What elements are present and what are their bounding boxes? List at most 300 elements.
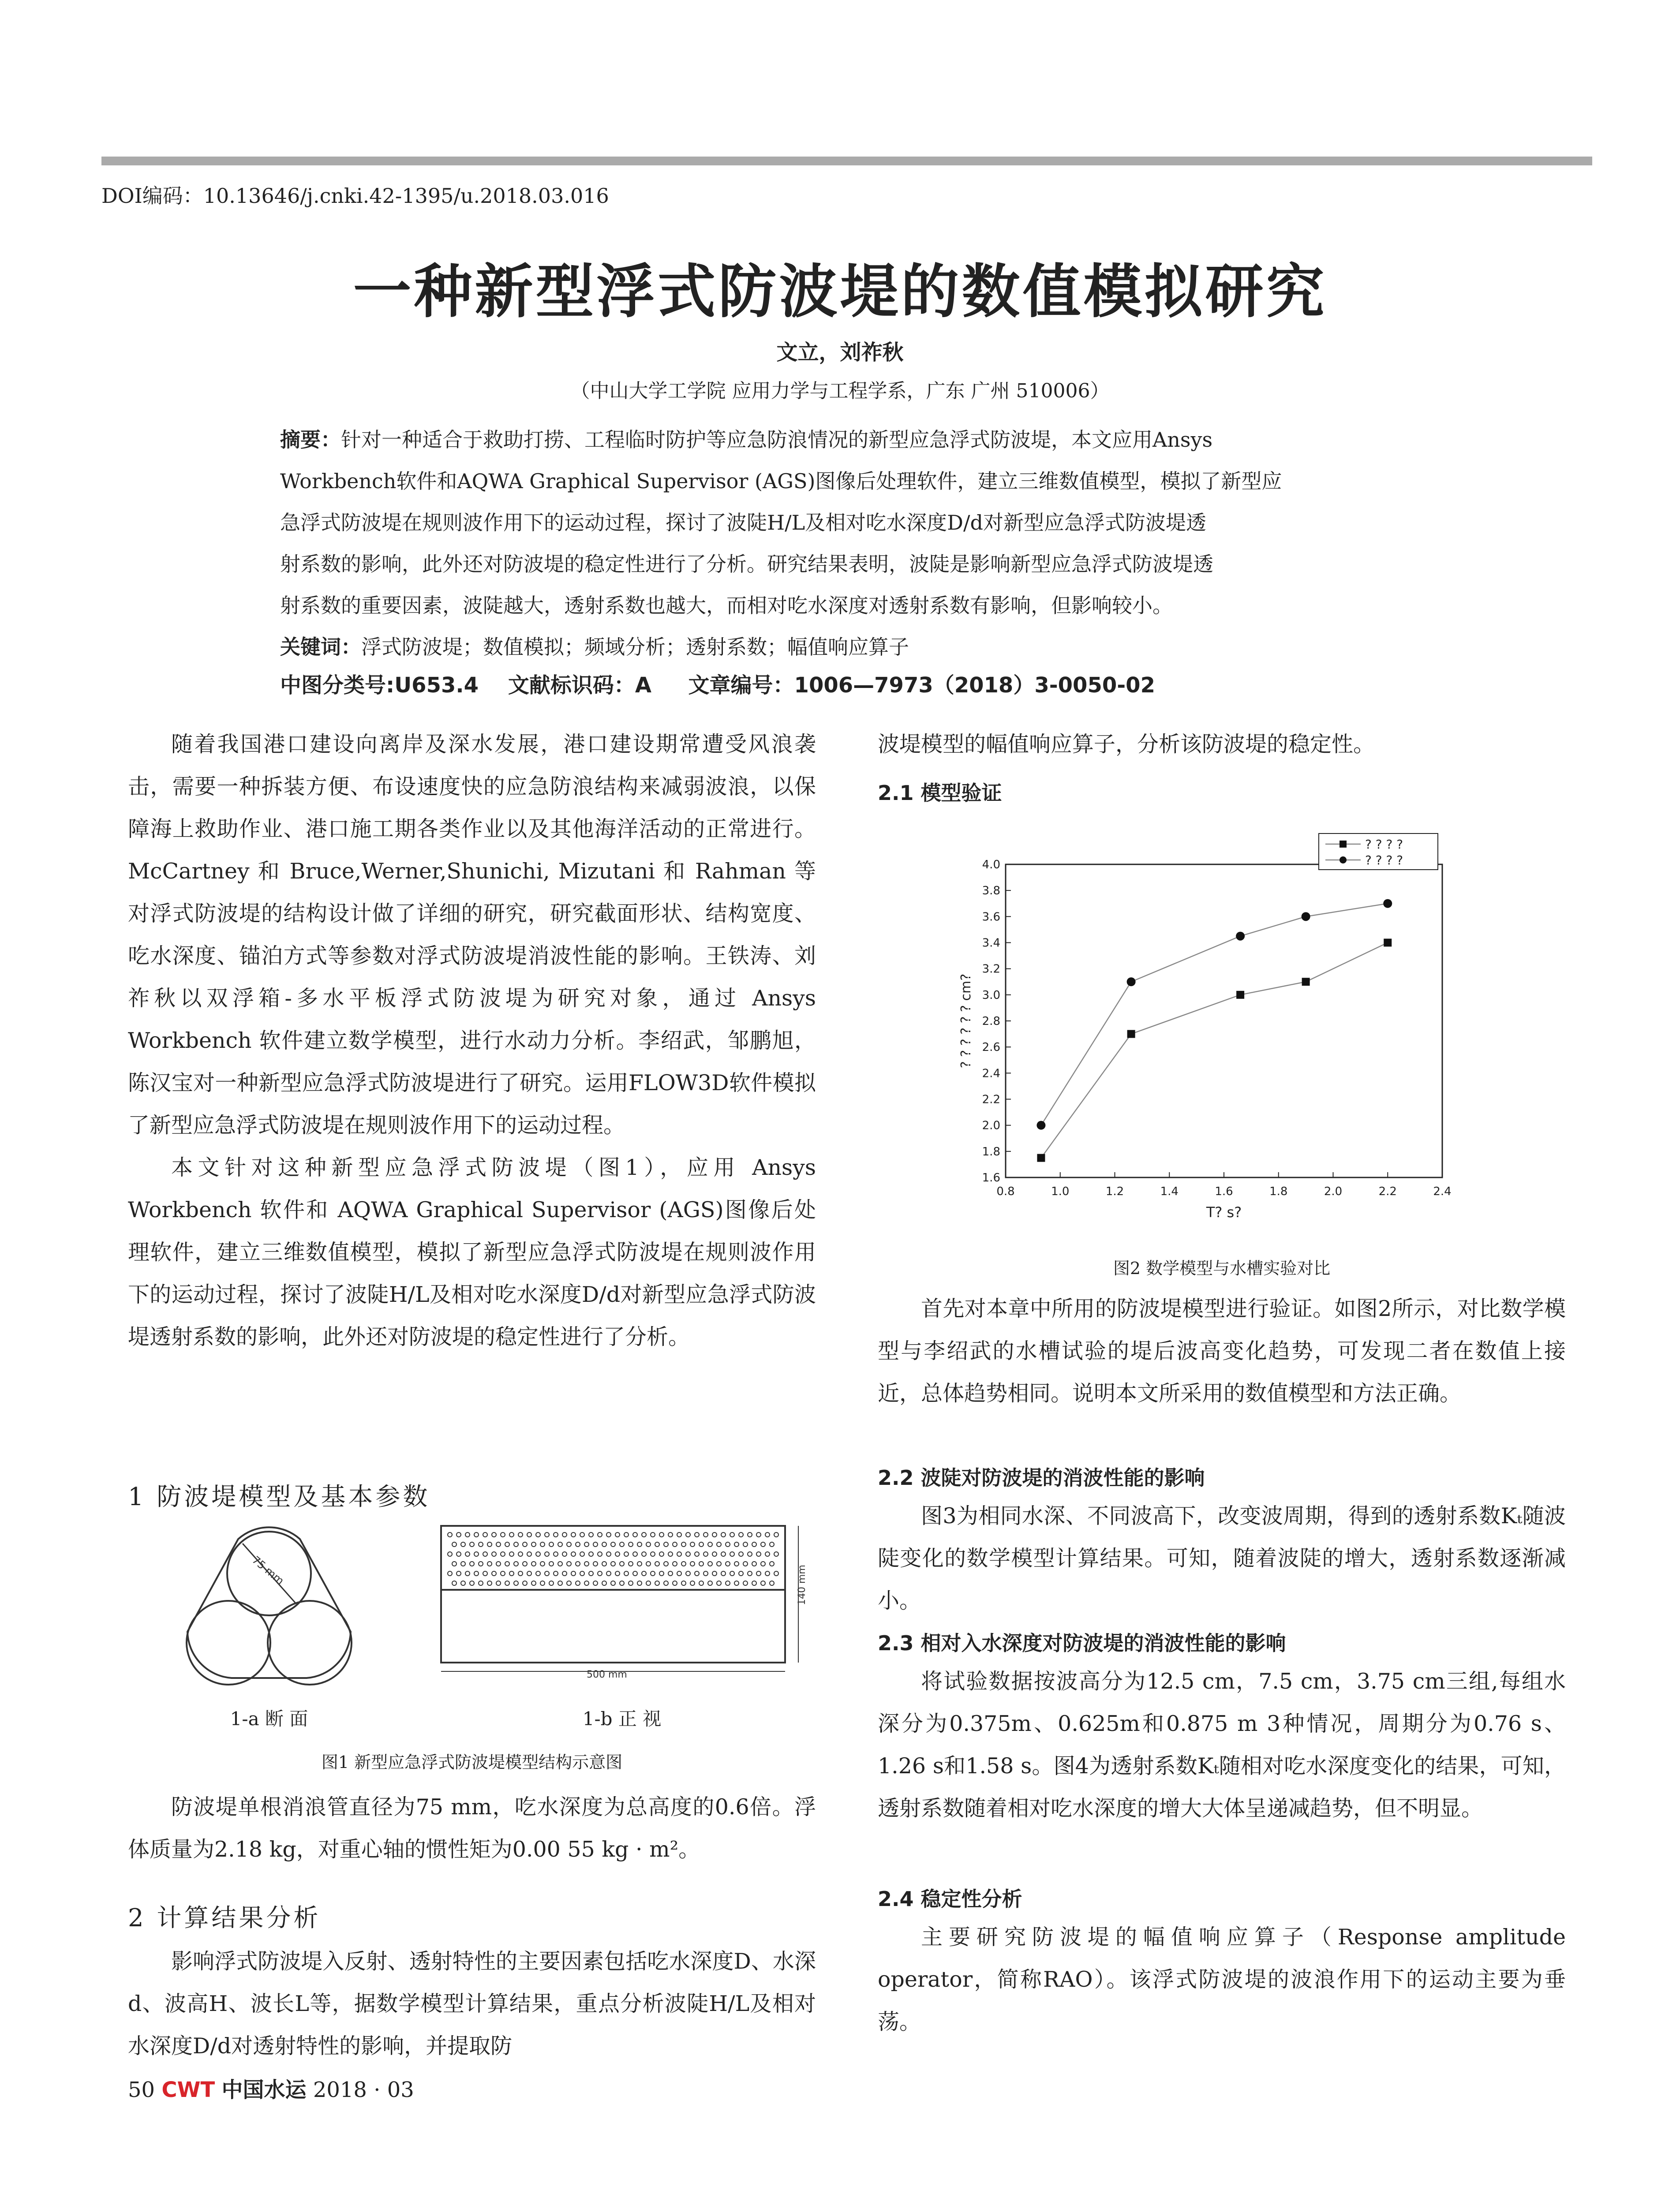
hole: [598, 1571, 602, 1576]
hole: [620, 1562, 624, 1566]
hole: [523, 1542, 527, 1547]
legend-label: ? ? ? ?: [1365, 837, 1403, 852]
hole: [651, 1571, 655, 1576]
hole: [602, 1562, 606, 1566]
hole: [726, 1562, 730, 1566]
hole: [496, 1581, 501, 1585]
hole: [726, 1542, 730, 1547]
hole: [536, 1571, 540, 1576]
hole: [659, 1532, 664, 1537]
hole: [549, 1542, 554, 1547]
hole: [562, 1571, 567, 1576]
hole: [673, 1542, 677, 1547]
hole: [730, 1532, 734, 1537]
series-line-2: [1041, 904, 1388, 1125]
hole: [509, 1571, 514, 1576]
x-tick-label: 1.0: [1051, 1185, 1070, 1198]
hole: [655, 1581, 659, 1585]
hole: [642, 1552, 646, 1556]
hole: [695, 1532, 699, 1537]
hole: [558, 1542, 562, 1547]
hole: [748, 1571, 752, 1576]
hole: [743, 1542, 748, 1547]
hole: [629, 1542, 633, 1547]
x-tick-label: 1.4: [1160, 1185, 1179, 1198]
hole: [576, 1542, 580, 1547]
hole: [470, 1542, 474, 1547]
hole: [651, 1552, 655, 1556]
hole: [655, 1542, 659, 1547]
hole: [642, 1571, 646, 1576]
hole: [518, 1532, 523, 1537]
y-tick-label: 2.8: [982, 1015, 1000, 1028]
axis-ticks: [982, 858, 1452, 1198]
hole: [673, 1581, 677, 1585]
hole: [686, 1571, 690, 1576]
right-paragraph-6: 图3为相同水深、不同波高下，改变波周期，得到的透射系数Kₜ随波陡变化的数学模型计算结果。可知，随着波陡的增大，透射系数逐渐减小。: [878, 1503, 1566, 1613]
y-tick-label: 3.4: [982, 936, 1000, 950]
hole: [739, 1532, 743, 1537]
hole: [637, 1542, 642, 1547]
hole: [615, 1571, 620, 1576]
hole: [452, 1542, 456, 1547]
hole: [536, 1552, 540, 1556]
hole: [615, 1552, 620, 1556]
section-2-3-heading: 2.3 相对入水深度对防波堤的消波性能的影响: [878, 1631, 1286, 1655]
hole: [558, 1581, 562, 1585]
hole: [774, 1571, 778, 1576]
hole: [752, 1581, 756, 1585]
hole: [496, 1542, 501, 1547]
chart-legend: [1319, 833, 1438, 870]
hole: [756, 1571, 761, 1576]
hole: [584, 1581, 589, 1585]
hole: [642, 1532, 646, 1537]
hole: [461, 1542, 465, 1547]
hole: [602, 1542, 606, 1547]
hole: [448, 1532, 452, 1537]
keywords: 浮式防波堤；数值模拟；频域分析；透射系数；幅值响应算子: [361, 635, 909, 659]
hole: [774, 1552, 778, 1556]
hole: [531, 1581, 536, 1585]
right-paragraph-0: 波堤模型的幅值响应算子，分析该防波堤的稳定性。: [878, 732, 1375, 757]
hole: [505, 1581, 509, 1585]
hole: [598, 1532, 602, 1537]
left-paragraph-4: 影响浮式防波堤入反射、透射特性的主要因素包括吃水深度D、水深d、波高H、波长L等，据数学模型计算结果，重点分析波陡H/L及相对水深度D/d对透射特性的影响，并提取防: [128, 1949, 816, 2059]
y-tick-label: 2.0: [982, 1119, 1000, 1132]
hole: [761, 1581, 765, 1585]
hole: [584, 1542, 589, 1547]
figure-1-caption: 图1 新型应急浮式防波堤模型结构示意图: [321, 1753, 623, 1772]
hole: [487, 1562, 492, 1566]
hole: [492, 1571, 496, 1576]
hole: [712, 1571, 717, 1576]
hole: [633, 1532, 637, 1537]
left-intro: [128, 723, 816, 1358]
hole: [624, 1532, 629, 1537]
y-tick-label: 3.0: [982, 988, 1000, 1002]
hole: [699, 1542, 703, 1547]
hole: [483, 1552, 487, 1556]
diameter-label: 75 mm: [250, 1554, 287, 1588]
hole: [514, 1581, 518, 1585]
hole: [761, 1542, 765, 1547]
figure-2-caption: 图2 数学模型与水槽实验对比: [1113, 1259, 1331, 1278]
hole: [686, 1532, 690, 1537]
data-series: [1036, 899, 1392, 1162]
hole: [567, 1542, 571, 1547]
hole: [611, 1562, 615, 1566]
classification-line: 中图分类号:U653.4 文献标识码：A 文章编号：1006—7973（2018）3-0050-02: [280, 673, 1155, 698]
series-2-point: [1302, 912, 1310, 921]
hole: [571, 1532, 576, 1537]
hole: [686, 1552, 690, 1556]
hole: [611, 1581, 615, 1585]
series-1-point: [1127, 1030, 1135, 1038]
header-rule: [101, 157, 1592, 165]
hole: [598, 1552, 602, 1556]
abstract-line-5: 射系数的重要因素，波陡越大，透射系数也越大，而相对吃水深度对透射系数有影响，但影响较小。: [280, 594, 1173, 617]
hole: [708, 1542, 712, 1547]
keywords-line: [280, 626, 1427, 668]
right-paragraph-8: 主要研究防波堤的幅值响应算子（Response amplitude operator，简称RAO）。该浮式防波堤的波浪作用下的运动主要为垂荡。: [878, 1925, 1566, 2034]
hole: [545, 1532, 549, 1537]
journal-name: 中国水运: [221, 2078, 307, 2102]
hole: [501, 1532, 505, 1537]
hole: [496, 1562, 501, 1566]
hole: [545, 1571, 549, 1576]
cwt-logo: CWT: [161, 2078, 215, 2102]
y-tick-label: 1.6: [982, 1171, 1000, 1185]
hole: [527, 1571, 531, 1576]
hole: [708, 1581, 712, 1585]
hole: [629, 1581, 633, 1585]
hole: [505, 1542, 509, 1547]
hole: [461, 1562, 465, 1566]
hole: [558, 1562, 562, 1566]
hole: [717, 1562, 721, 1566]
journal-issue: 2018 · 03: [313, 2078, 414, 2102]
hole: [677, 1532, 681, 1537]
hole: [690, 1542, 695, 1547]
hole: [518, 1552, 523, 1556]
right-paragraph-5: 首先对本章中所用的防波堤模型进行验证。如图2所示，对比数学模型与李绍武的水槽试验的堤后波高变化趋势，可发现二者在数值上接近，总体趋势相同。说明本文所采用的数值模型和方法正确。: [878, 1296, 1566, 1406]
hole: [576, 1581, 580, 1585]
hole: [611, 1542, 615, 1547]
hole: [752, 1542, 756, 1547]
hole: [712, 1532, 717, 1537]
hole: [668, 1552, 673, 1556]
hole: [748, 1532, 752, 1537]
x-tick-label: 1.8: [1269, 1185, 1288, 1198]
hole: [514, 1562, 518, 1566]
section-2-4-heading: 2.4 稳定性分析: [878, 1887, 1022, 1911]
hole: [646, 1542, 651, 1547]
series-2-point: [1127, 977, 1136, 986]
hole: [606, 1532, 611, 1537]
hole: [615, 1532, 620, 1537]
hole: [562, 1552, 567, 1556]
hole: [456, 1532, 461, 1537]
hole: [717, 1581, 721, 1585]
section-1-heading: 1 防波堤模型及基本参数: [128, 1483, 430, 1511]
hole: [452, 1581, 456, 1585]
x-tick-label: 0.8: [996, 1185, 1015, 1198]
hole: [549, 1581, 554, 1585]
page-footer: [128, 2073, 414, 2103]
section-2-heading: 2 计算结果分析: [128, 1904, 321, 1932]
hole: [606, 1552, 611, 1556]
hole: [540, 1562, 545, 1566]
hole: [456, 1571, 461, 1576]
hole: [465, 1532, 470, 1537]
hole: [721, 1571, 726, 1576]
x-tick-label: 1.2: [1105, 1185, 1124, 1198]
hole: [633, 1571, 637, 1576]
hole: [664, 1562, 668, 1566]
height-label: 140 mm: [797, 1565, 808, 1605]
hole: [580, 1532, 584, 1537]
hole: [470, 1581, 474, 1585]
hole: [664, 1581, 668, 1585]
hole: [620, 1581, 624, 1585]
hole: [474, 1571, 479, 1576]
hole: [448, 1571, 452, 1576]
hole: [483, 1571, 487, 1576]
hole: [483, 1532, 487, 1537]
hole: [765, 1532, 770, 1537]
hole: [567, 1581, 571, 1585]
hole: [448, 1552, 452, 1556]
hole: [571, 1552, 576, 1556]
series-2-point: [1236, 932, 1245, 941]
hole: [593, 1542, 598, 1547]
hole: [690, 1562, 695, 1566]
hole: [726, 1581, 730, 1585]
hole: [479, 1562, 483, 1566]
tube-right: [268, 1601, 352, 1685]
abstract-label: 摘要：: [280, 428, 341, 452]
hole: [518, 1571, 523, 1576]
y-tick-label: 2.4: [982, 1067, 1000, 1080]
hole: [717, 1542, 721, 1547]
left-paragraph-3: 防波堤单根消浪管直径为75 mm，吃水深度为总高度的0.6倍。浮体质量为2.18 kg，对重心轴的惯性矩为0.00 55 kg · m²。: [128, 1794, 816, 1862]
hole: [602, 1581, 606, 1585]
hole: [465, 1552, 470, 1556]
perforation-holes: [448, 1532, 778, 1585]
figure-1b-front-view: [437, 1521, 816, 1680]
hole: [487, 1581, 492, 1585]
hole: [664, 1542, 668, 1547]
hole: [492, 1532, 496, 1537]
hole: [770, 1581, 774, 1585]
series-1-point: [1302, 978, 1310, 986]
y-tick-label: 4.0: [982, 858, 1000, 871]
hole: [752, 1562, 756, 1566]
series-2-point: [1036, 1121, 1045, 1130]
hole: [540, 1542, 545, 1547]
hole: [531, 1562, 536, 1566]
abstract-line-4: 射系数的影响，此外还对防波堤的稳定性进行了分析。研究结果表明，波陡是影响新型应急浮式防波堤透: [280, 552, 1213, 576]
hole: [703, 1571, 708, 1576]
series-1-point: [1037, 1154, 1045, 1162]
hole: [589, 1532, 593, 1537]
hole: [734, 1562, 739, 1566]
hole: [589, 1552, 593, 1556]
y-tick-label: 1.8: [982, 1145, 1000, 1159]
hole: [479, 1581, 483, 1585]
hole: [734, 1581, 739, 1585]
hole: [549, 1562, 554, 1566]
abstract-line-2: Workbench软件和AQWA Graphical Supervisor (AGS)图像后处理软件，建立三维数值模型，模拟了新型应: [280, 469, 1282, 493]
hole: [479, 1542, 483, 1547]
legend-marker-square: [1340, 841, 1347, 848]
right-paragraph-7: 将试验数据按波高分为12.5 cm，7.5 cm，3.75 cm三组,每组水深分为0.375m、0.625m和0.875 m 3种情况，周期分为0.76 s、1.26 s和1.58 s。图4为透射系数Kₜ随相对吃水深度变化的结果，可知，透射系数随着相对吃水深度的增大大体呈递减趋势，但不明显。: [878, 1669, 1566, 1821]
hole: [624, 1571, 629, 1576]
hole: [712, 1552, 717, 1556]
affiliation: （中山大学工学院 应用力学与工程学系，广东 广州 510006）: [570, 380, 1110, 402]
hole: [567, 1562, 571, 1566]
hole: [593, 1562, 598, 1566]
hole: [770, 1542, 774, 1547]
hole: [743, 1581, 748, 1585]
hole: [620, 1542, 624, 1547]
hole: [527, 1552, 531, 1556]
hole: [637, 1562, 642, 1566]
hole: [765, 1552, 770, 1556]
hole: [545, 1552, 549, 1556]
y-tick-label: 3.2: [982, 962, 1000, 976]
hole: [677, 1571, 681, 1576]
hole: [770, 1562, 774, 1566]
hole: [743, 1562, 748, 1566]
hole: [668, 1571, 673, 1576]
hole: [501, 1571, 505, 1576]
fig1b-label: 1-b 正 视: [582, 1708, 662, 1730]
plot-frame: [1006, 864, 1442, 1177]
x-tick-label: 2.2: [1378, 1185, 1397, 1198]
hole: [492, 1552, 496, 1556]
hole: [593, 1581, 598, 1585]
hole: [474, 1532, 479, 1537]
hole: [659, 1571, 664, 1576]
hole: [554, 1552, 558, 1556]
hole: [606, 1571, 611, 1576]
paper-title: 一种新型浮式防波堤的数值模拟研究: [353, 258, 1327, 326]
authors: 文立，刘祚秋: [776, 340, 904, 365]
hole: [452, 1562, 456, 1566]
hole: [540, 1581, 545, 1585]
hole: [536, 1532, 540, 1537]
hole: [730, 1571, 734, 1576]
hole: [681, 1562, 686, 1566]
hole: [695, 1552, 699, 1556]
hole: [487, 1542, 492, 1547]
figure-2-line-chart: [926, 825, 1500, 1235]
hole: [721, 1552, 726, 1556]
hole: [734, 1542, 739, 1547]
hole: [514, 1542, 518, 1547]
figure-1a-cross-section: [168, 1526, 370, 1693]
hole: [681, 1581, 686, 1585]
hole: [509, 1532, 514, 1537]
section-2-1-heading: 2.1 模型验证: [878, 781, 1002, 805]
hole: [721, 1532, 726, 1537]
hole: [531, 1542, 536, 1547]
hole: [765, 1571, 770, 1576]
hole: [562, 1532, 567, 1537]
hole: [677, 1552, 681, 1556]
abstract-line-1: 摘要：针对一种适合于救助打捞、工程临时防护等应急防浪情况的新型应急浮式防波堤，本文应用Ansys: [280, 428, 1213, 452]
hole: [456, 1552, 461, 1556]
x-axis-label: T? s?: [1206, 1204, 1242, 1221]
series-2-point: [1383, 899, 1392, 908]
hole: [673, 1562, 677, 1566]
y-axis-label: ? ? ? ? ? ? cm?: [958, 973, 974, 1069]
hole: [646, 1581, 651, 1585]
hole: [756, 1532, 761, 1537]
x-tick-label: 2.4: [1433, 1185, 1452, 1198]
hole: [554, 1571, 558, 1576]
hole: [465, 1571, 470, 1576]
hole: [703, 1552, 708, 1556]
hole: [474, 1552, 479, 1556]
hole: [624, 1552, 629, 1556]
y-tick-label: 3.6: [982, 910, 1000, 924]
hole: [580, 1571, 584, 1576]
x-tick-label: 1.6: [1215, 1185, 1233, 1198]
hole: [501, 1552, 505, 1556]
abstract-line-3: 急浮式防波堤在规则波作用下的运动过程，探讨了波陡H/L及相对吃水深度D/d对新型应急浮式防波堤透: [280, 511, 1206, 534]
y-tick-label: 2.2: [982, 1093, 1000, 1106]
hole: [699, 1581, 703, 1585]
page-number: 50: [128, 2078, 155, 2102]
hole: [580, 1552, 584, 1556]
hole: [589, 1571, 593, 1576]
hole: [584, 1562, 589, 1566]
y-tick-label: 2.6: [982, 1041, 1000, 1054]
intro-paragraph-2: 本文针对这种新型应急浮式防波堤（图1），应用 Ansys Workbench 软件和 AQWA Graphical Supervisor (AGS)图像后处理软件，建立三维数值模型，模拟了新型应急浮式防波堤在规则波作用下的运动过程，探讨了波陡H/L及相对吃水深度D/d对新型应急浮式防波堤透射系数的影响，此外还对防波堤的稳定性进行了分析。: [128, 1155, 816, 1349]
hole: [695, 1571, 699, 1576]
hole: [748, 1552, 752, 1556]
hole: [690, 1581, 695, 1585]
hole: [576, 1562, 580, 1566]
series-1-point: [1236, 991, 1244, 999]
legend-label: ? ? ? ?: [1365, 853, 1403, 867]
hole: [523, 1562, 527, 1566]
hole: [554, 1532, 558, 1537]
series-1-point: [1384, 939, 1392, 947]
hole: [681, 1542, 686, 1547]
hole: [461, 1581, 465, 1585]
y-tick-label: 3.8: [982, 884, 1000, 898]
doi-line: DOI编码：10.13646/j.cnki.42-1395/u.2018.03.016: [101, 184, 609, 208]
hole: [699, 1562, 703, 1566]
hole: [505, 1562, 509, 1566]
hole: [646, 1562, 651, 1566]
intro-paragraph-1: 随着我国港口建设向离岸及深水发展，港口建设期常遭受风浪袭击，需要一种拆装方便、布设速度快的应急防浪结构来减弱波浪，以保障海上救助作业、港口施工期各类作业以及其他海洋活动的正常进行。McCartney 和 Bruce,Werner,Shunichi, Mizutani 和 Rahman 等对浮式防波堤的结构设计做了详细的研究，研究截面形状、结构宽度、吃水深度、锚泊方式等参数对浮式防波堤消波性能的影响。王铁涛、刘祚秋以双浮箱-多水平板浮式防波堤为研究对象，通过 Ansys Workbench 软件建立数学模型，进行水动力分析。李绍武，邹鹏旭，陈汉宝对一种新型应急浮式防波堤进行了研究。运用FLOW3D软件模拟了新型应急浮式防波堤在规则波作用下的运动过程。: [128, 732, 816, 1138]
series-line-1: [1041, 943, 1388, 1158]
fig1a-label: 1-a 断 面: [230, 1708, 308, 1730]
plot-border: [1006, 864, 1442, 1177]
hole: [774, 1532, 778, 1537]
tube-left: [187, 1601, 270, 1685]
keywords-label: 关键词：: [280, 635, 361, 659]
hole: [651, 1532, 655, 1537]
hole: [708, 1562, 712, 1566]
hole: [655, 1562, 659, 1566]
length-label: 500 mm: [587, 1669, 627, 1680]
